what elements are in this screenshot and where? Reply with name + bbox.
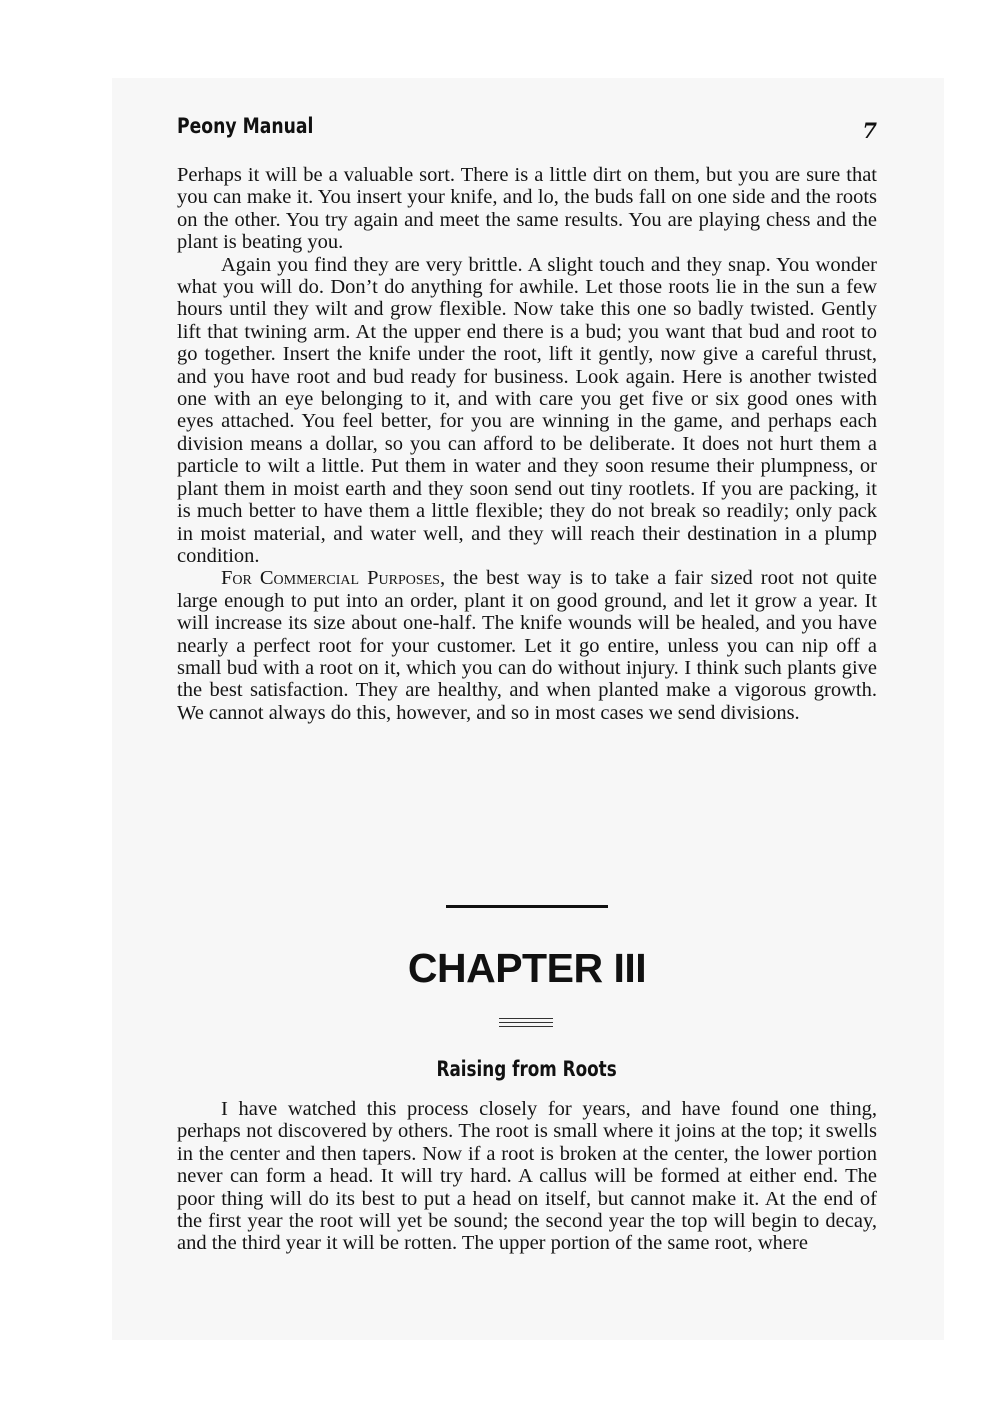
running-header <box>177 112 877 146</box>
chapter-heading: CHAPTER III <box>407 945 647 991</box>
section-heading <box>177 1057 877 1081</box>
running-title: Peony Manual <box>177 114 314 138</box>
paragraph-2: Again you find they are very brittle. A slight touch and they snap. You wonder what you will do. Don’t do anything for awhile. Let those roots lie in the sun a few hours until they wilt and grow flexible. Now take this one so badly twisted. Gently lift that twining arm. At the upper end there is a bud; you want that bud and root to go together. Insert the knife under the root, lift it gently, now give a careful thrust, and you have root and bud ready for business. Look again. Here is another twisted one with an eye belonging to it, and with care you get five or six good ones with eyes attached. You feel better, for you are winning in the game, and perhaps each division means a dollar, so you can afford to be deliberate. It does not hurt them a particle to wilt a little. Put them in water and they soon resume their plumpness, or plant them in moist earth and they soon send out tiny rootlets. If you are packing, it is much better to have them a little flexible; they do not break so readily; only pack in moist material, and water well, and they will reach their destination in a plump condition. <box>177 253 877 567</box>
paragraph-3-rest: the best way is to take a fair sized root not quite large enough to put into an order, plant it on good ground, and let it grow a year. It will increase its size about one-half. The knife wounds will be healed, and you have nearly a perfect root for your customer. Let it go entire, unless you can nip off a small bud with a root on it, which you can do without injury. I think such plants give the best satisfaction. They are healthy, and when planted make a vigorous growth. We cannot always do this, however, and so in most cases we send divisions. <box>177 567 878 724</box>
section-two-body <box>177 1098 877 1255</box>
page-number: 7 <box>862 118 877 143</box>
paragraph-3-lead: For Commercial Purposes, <box>221 567 446 590</box>
section-heading-text: Raising from Roots <box>436 1057 618 1081</box>
paragraph-4: I have watched this process closely for years, and have found one thing, perhaps not discovered by others. The root is small where it joins at the top; it swells in the center and then tapers. Now if a root is broken at the center, the lower portion never can form a head. It will try hard. A callus will be formed at either end. The poor thing will do its best to put a head on itself, but cannot make it. At the end of the first year the root will yet be sound; the second year the top will begin to decay, and the third year it will be rotten. The upper portion of the same root, where <box>177 1098 877 1255</box>
section-one-body <box>177 164 877 724</box>
paragraph-1: Perhaps it will be a valuable sort. There is a little dirt on them, but you are sure that you can make it. You insert your knife, and lo, the buds fall on one side and the roots on the other. You try again and meet the same results. You are playing chess and the plant is beating you. <box>177 164 877 254</box>
chapter-ornament-rule <box>499 1018 553 1027</box>
section-divider-rule <box>446 905 608 908</box>
paragraph-3 <box>177 567 877 724</box>
